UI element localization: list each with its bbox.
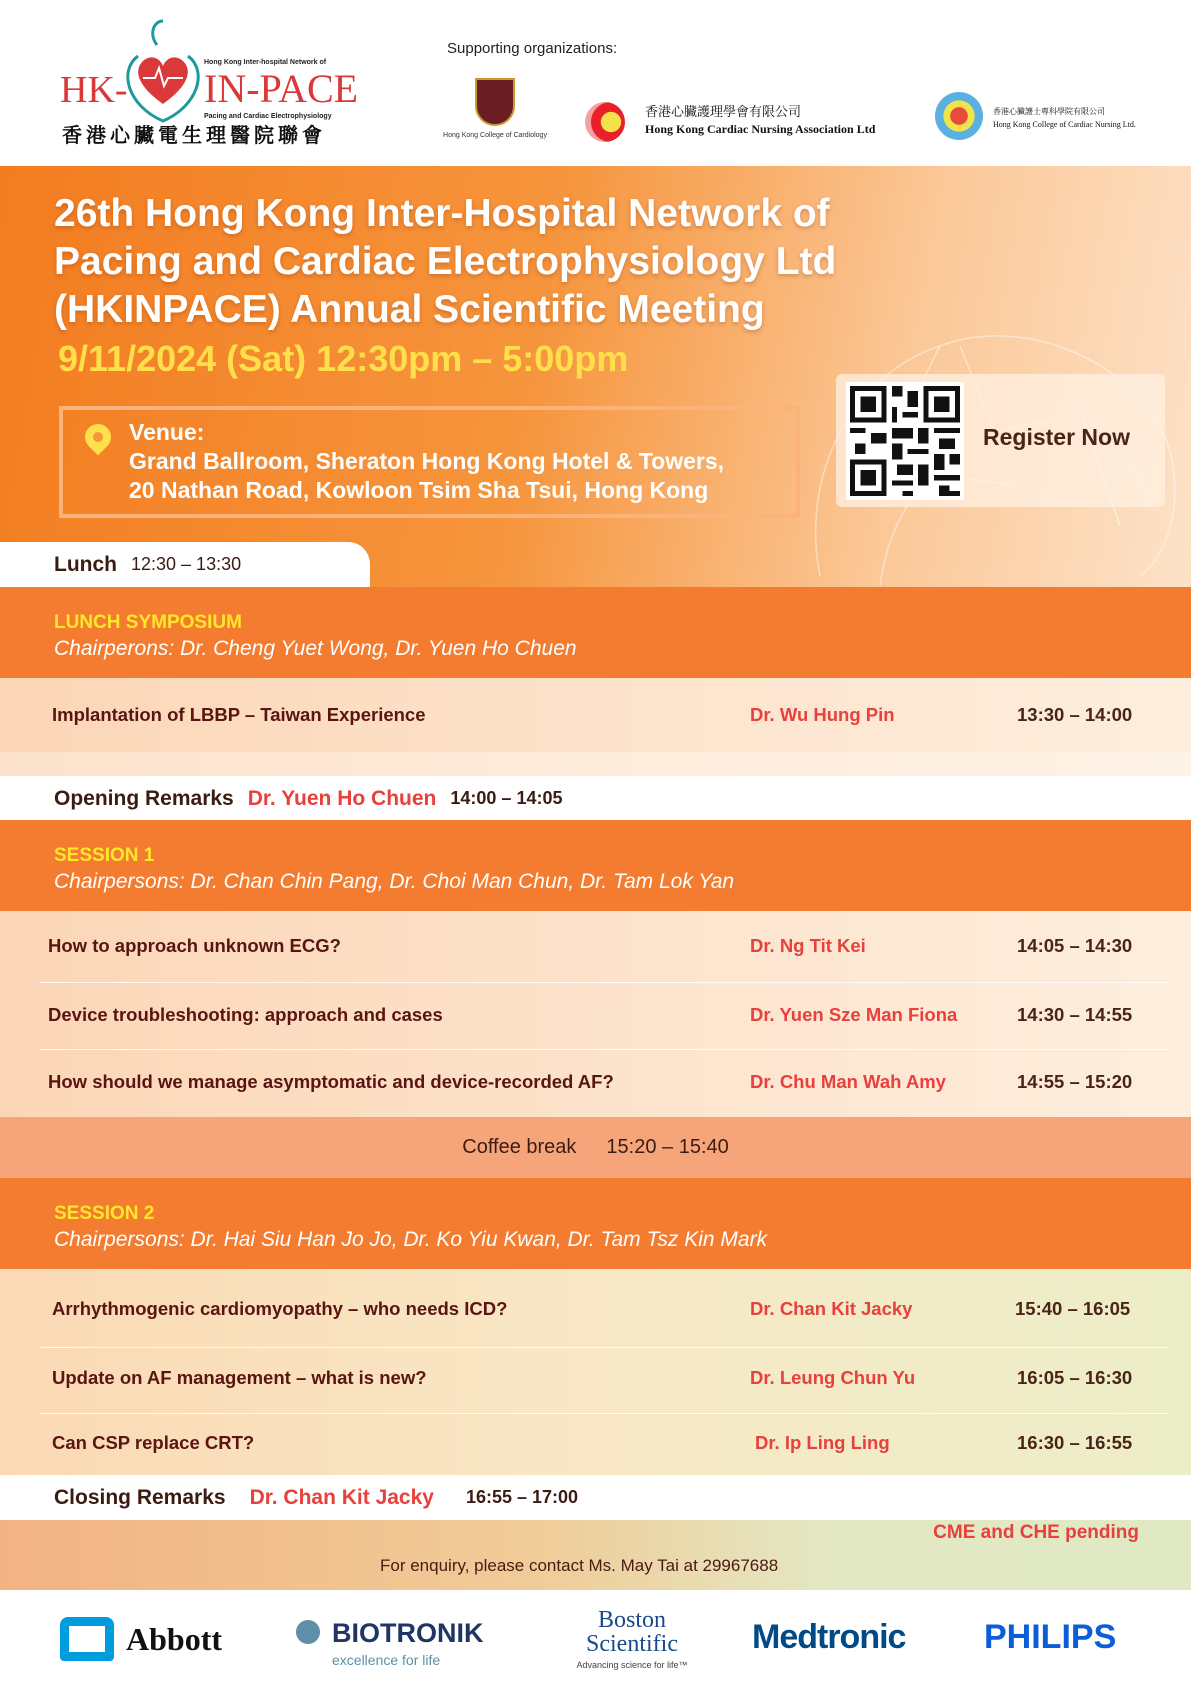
abbott-logo-icon (60, 1617, 114, 1661)
lunch-tab: Lunch 12:30 – 13:30 (0, 542, 370, 587)
lunch-symposium-header: LUNCH SYMPOSIUM Chairperons: Dr. Cheng Yuet Wong, Dr. Yuen Ho Chuen (0, 587, 1191, 678)
talk-row: Arrhythmogenic cardiomyopathy – who needs ICD? Dr. Chan Kit Jacky 15:40 – 16:05 (52, 1297, 1131, 1319)
closing-remarks-tab: Closing Remarks Dr. Chan Kit Jacky 16:55 – 17:00 (0, 1475, 757, 1520)
register-panel[interactable] (836, 374, 1165, 507)
sponsor-logos: Abbott BIOTRONIK excellence for life Boston Scientific Advancing science for life™ Medtronic PHILIPS (0, 1590, 1191, 1684)
org-hkcc: Hong Kong College of Cardiology (440, 78, 550, 150)
talk-row: How to approach unknown ECG? Dr. Ng Tit Kei 14:05 – 14:30 (48, 934, 1133, 956)
session2-header: SESSION 2 Chairpersons: Dr. Hai Siu Han Jo Jo, Dr. Ko Yiu Kwan, Dr. Tam Tsz Kin Mark (0, 1178, 1191, 1269)
event-title: 26th Hong Kong Inter-Hospital Network of Pacing and Cardiac Electrophysiology Ltd (HKINPACE) Annual Scientific Meeting (54, 192, 837, 331)
org-hkccn: 香港心臟護士專科學院有限公司 Hong Kong College of Cardiac Nursing Ltd. (935, 92, 1185, 142)
sponsor-medtronic: Medtronic (752, 1618, 906, 1656)
event-date: 9/11/2024 (Sat) 12:30pm – 5:00pm (58, 338, 629, 379)
talk-row: Device troubleshooting: approach and cases Dr. Yuen Sze Man Fiona 14:30 – 14:55 (48, 1003, 1133, 1025)
hkcna-logo-icon (585, 102, 625, 142)
org-hkcna: 香港心臟護理學會有限公司 Hong Kong Cardiac Nursing Association Ltd (585, 100, 905, 144)
cme-status: CME and CHE pending (933, 1522, 1139, 1543)
talk-row: How should we manage asymptomatic and device-recorded AF? Dr. Chu Man Wah Amy 14:55 – 15:20 (48, 1070, 1133, 1092)
heart-logo-icon (118, 16, 208, 126)
coffee-break: Coffee break 15:20 – 15:40 (0, 1117, 1191, 1178)
talk-row: Implantation of LBBP – Taiwan Experience Dr. Wu Hung Pin 13:30 – 14:00 (0, 678, 1191, 752)
sponsor-philips: PHILIPS (984, 1618, 1117, 1656)
biotronik-logo-icon (296, 1620, 320, 1644)
opening-remarks-tab: Opening Remarks Dr. Yuen Ho Chuen 14:00 – 14:05 (0, 776, 675, 821)
sponsor-boston-scientific: Boston Scientific Advancing science for life™ (576, 1607, 688, 1670)
enquiry-text: For enquiry, please contact Ms. May Tai at 29967688 (380, 1556, 779, 1575)
hkccn-logo-icon (935, 92, 983, 140)
talk-row: Can CSP replace CRT? Dr. Ip Ling Ling 16:30 – 16:55 (52, 1431, 1133, 1453)
location-pin-icon (80, 419, 117, 456)
crest-icon (475, 78, 515, 126)
hkinpace-logo: HK- Hong Kong Inter-hospital Network of IN-PACE Pacing and Cardiac Electrophysiology 香港心臟電生理醫院聯會 (58, 16, 358, 151)
venue-box: Venue: Grand Ballroom, Sheraton Hong Kong Hotel & Towers, 20 Nathan Road, Kowloon Tsim Sha Tsui, Hong Kong (59, 406, 800, 518)
header (0, 0, 1191, 166)
qr-code-icon[interactable] (846, 382, 964, 500)
supporting-label: Supporting organizations: (447, 40, 618, 57)
session1-header: SESSION 1 Chairpersons: Dr. Chan Chin Pang, Dr. Choi Man Chun, Dr. Tam Lok Yan (0, 820, 1191, 911)
talk-row: Update on AF management – what is new? Dr. Leung Chun Yu 16:05 – 16:30 (52, 1366, 1133, 1388)
sponsor-abbott: Abbott (60, 1617, 222, 1661)
spacer (0, 752, 1191, 776)
footer-band (0, 1520, 1191, 1590)
register-now-link[interactable]: Register Now (983, 424, 1130, 450)
